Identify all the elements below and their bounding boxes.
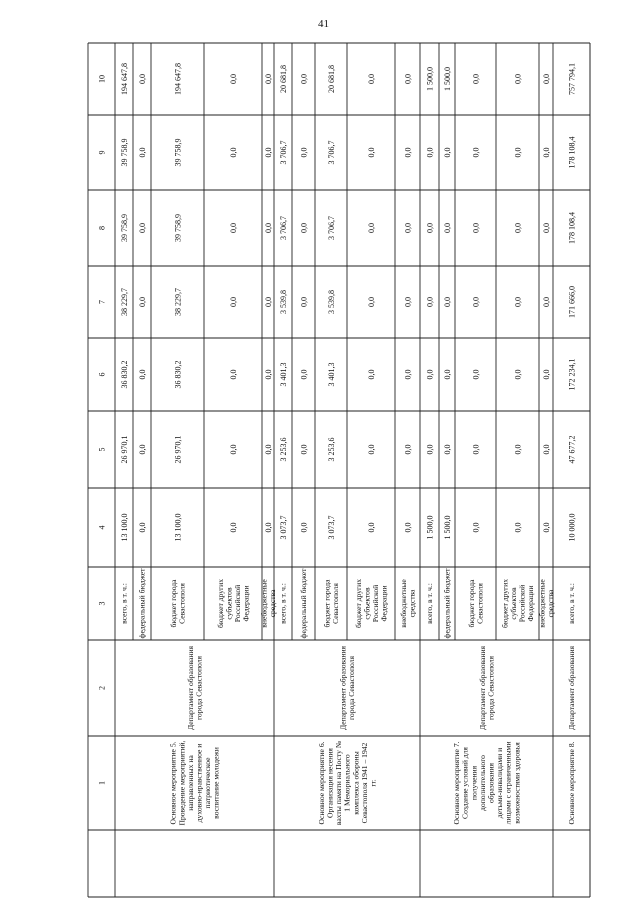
amount-value: 47 677,2 [567,435,577,464]
amount-value: 194 647,8 [173,63,183,95]
funding-source: внебюджетныесредства [259,579,277,628]
amount-value: 3 401,3 [278,362,288,387]
amount-value: 0,0 [541,369,551,380]
amount-value: 0,0 [228,522,238,533]
amount-value: 20 681,8 [326,65,336,93]
amount-value: 0,0 [299,369,309,380]
amount-value: 0,0 [263,297,273,307]
page-number: 41 [318,18,329,30]
amount-value: 0,0 [137,147,147,158]
amount-value: 3 401,3 [326,362,336,387]
activity-name: Основное мероприятие 7.Создание условий дляполучениядополнительногообразованиядетьми-инвалидами илицами с ограниченнымивозможностями здоровья [452,741,522,825]
amount-value: 0,0 [442,369,452,380]
amount-value: 0,0 [442,223,452,233]
amount-value: 0,0 [442,147,452,158]
amount-value: 0,0 [137,74,147,84]
column-number-8: 8 [97,226,107,230]
executor-name: Департамент образования [567,645,577,731]
amount-value: 39 758,9 [173,138,183,167]
amount-value: 0,0 [471,444,481,455]
amount-value: 3 706,7 [326,216,336,240]
amount-value: 0,0 [366,147,376,158]
amount-value: 0,0 [299,297,309,307]
amount-value: 0,0 [263,369,273,380]
amount-value: 0,0 [541,522,551,533]
amount-value: 0,0 [403,522,413,533]
funding-source: всего, в т. ч.: [119,583,129,624]
amount-value: 0,0 [541,74,551,84]
amount-value: 0,0 [403,369,413,380]
amount-value: 757 794,1 [567,63,577,95]
amount-value: 0,0 [263,522,273,533]
amount-value: 13 100,0 [173,513,183,542]
amount-value: 3 073,7 [278,515,288,540]
amount-value: 26 970,1 [173,435,183,464]
amount-value: 0,0 [513,444,523,455]
amount-value: 0,0 [137,297,147,307]
activity-name: Основное мероприятие 5.Проведение мероприятий,направленных надуховно-нравственное ипатриотическоевоспитание молодежи [168,740,221,826]
amount-value: 13 100,0 [119,513,129,542]
amount-value: 0,0 [403,147,413,158]
funding-source: федеральный бюджет [299,568,309,639]
executor-name: Департамент образованиягорода Севастополя [185,645,204,731]
amount-value: 0,0 [366,223,376,233]
amount-value: 0,0 [513,522,523,533]
funding-source: бюджет городаСевастополя [168,579,187,628]
column-number-7: 7 [97,300,107,304]
amount-value: 0,0 [471,297,481,307]
amount-value: 26 970,1 [119,435,129,464]
amount-value: 0,0 [366,369,376,380]
amount-value: 0,0 [403,444,413,455]
executor-name: Департамент образованиягорода Севастополя [477,645,496,731]
amount-value: 3 706,7 [326,140,336,165]
amount-value: 36 830,2 [119,360,129,389]
amount-value: 0,0 [263,223,273,233]
amount-value: 0,0 [299,147,309,158]
amount-value: 0,0 [403,74,413,84]
funding-source: внебюджетныесредства [398,579,417,628]
amount-value: 38 229,7 [119,288,129,316]
amount-value: 0,0 [299,522,309,533]
amount-value: 0,0 [263,444,273,455]
amount-value: 178 108,4 [567,212,577,244]
column-number-6: 6 [97,372,107,377]
amount-value: 171 666,0 [567,286,577,318]
activity-name: Основное мероприятие 6.Организация несениявахты памяти на Посту №1 Мемориальногокомплекса обороныСевастополя 1941 – 1942гг. [316,740,378,826]
amount-value: 0,0 [366,297,376,307]
amount-value: 3 253,6 [326,437,336,462]
amount-value: 0,0 [299,223,309,233]
column-number-2: 2 [97,686,107,690]
funding-source: федеральный бюджет [137,568,147,639]
funding-source: бюджет городаСевастополя [322,579,340,628]
amount-value: 0,0 [228,444,238,455]
amount-value: 0,0 [137,444,147,455]
amount-value: 0,0 [366,74,376,84]
amount-value: 0,0 [425,444,435,455]
amount-value: 0,0 [513,297,523,307]
amount-value: 0,0 [541,147,551,158]
amount-value: 0,0 [513,369,523,380]
amount-value: 0,0 [541,223,551,233]
amount-value: 0,0 [263,147,273,158]
amount-value: 0,0 [471,147,481,158]
amount-value: 0,0 [513,147,523,158]
amount-value: 0,0 [425,369,435,380]
column-number-5: 5 [97,447,107,452]
column-number-1: 1 [97,781,107,785]
amount-value: 3 706,7 [278,140,288,165]
amount-value: 0,0 [403,223,413,233]
funding-source: всего, в т. ч.: [425,583,435,624]
funding-source: бюджет другихсубъектовРоссийскойФедерации [215,578,251,629]
amount-value: 0,0 [366,444,376,455]
amount-value: 0,0 [299,444,309,455]
amount-value: 0,0 [442,297,452,307]
amount-value: 0,0 [228,297,238,307]
column-number-9: 9 [97,150,107,155]
amount-value: 3 539,8 [278,290,288,314]
funding-source: бюджет другихсубъектовРоссийскойФедерации [500,578,536,629]
amount-value: 0,0 [403,297,413,307]
amount-value: 39 758,9 [173,214,183,242]
amount-value: 20 681,8 [278,65,288,93]
amount-value: 39 758,9 [119,138,129,167]
amount-value: 0,0 [228,223,238,233]
amount-value: 0,0 [541,297,551,307]
amount-value: 39 758,9 [119,214,129,242]
amount-value: 0,0 [425,297,435,307]
amount-value: 0,0 [137,223,147,233]
amount-value: 0,0 [137,522,147,533]
amount-value: 3 073,7 [326,515,336,540]
amount-value: 0,0 [471,223,481,233]
amount-value: 1 500,0 [442,515,452,540]
amount-value: 0,0 [366,522,376,533]
amount-value: 0,0 [513,74,523,84]
executor-name: Департамент образованиягорода Севастополя [338,645,356,731]
column-number-10: 10 [97,75,107,83]
amount-value: 0,0 [228,369,238,380]
amount-value: 0,0 [541,444,551,455]
amount-value: 10 000,0 [567,513,577,542]
amount-value: 0,0 [228,147,238,158]
amount-value: 178 108,4 [567,136,577,169]
amount-value: 0,0 [425,223,435,233]
funding-source: бюджет городаСевастополя [466,579,485,628]
amount-value: 0,0 [425,147,435,158]
amount-value: 194 647,8 [119,63,129,95]
amount-value: 0,0 [471,369,481,380]
amount-value: 0,0 [299,74,309,84]
funding-source: внебюджетныесредства [537,579,555,628]
amount-value: 38 229,7 [173,288,183,316]
funding-source: всего, в т. ч.: [278,583,288,624]
amount-value: 0,0 [442,444,452,455]
amount-value: 1 500,0 [425,515,435,540]
amount-value: 1 500,0 [425,67,435,91]
amount-value: 0,0 [513,223,523,233]
amount-value: 0,0 [471,74,481,84]
amount-value: 0,0 [471,522,481,533]
column-number-4: 4 [97,525,107,530]
amount-value: 0,0 [137,369,147,380]
amount-value: 0,0 [228,74,238,84]
amount-value: 36 830,2 [173,360,183,389]
amount-value: 3 706,7 [278,216,288,240]
amount-value: 172 234,1 [567,358,577,391]
amount-value: 1 500,0 [442,67,452,91]
funding-source: всего, в т. ч.: [567,583,577,624]
amount-value: 0,0 [263,74,273,84]
amount-value: 3 539,8 [326,290,336,314]
column-number-3: 3 [97,601,107,606]
funding-source: бюджет другихсубъектовРоссийскойФедерации [353,578,389,629]
activity-name: Основное мероприятие 8. [567,741,577,825]
amount-value: 3 253,6 [278,437,288,462]
funding-source: федеральный бюджет [442,568,452,639]
